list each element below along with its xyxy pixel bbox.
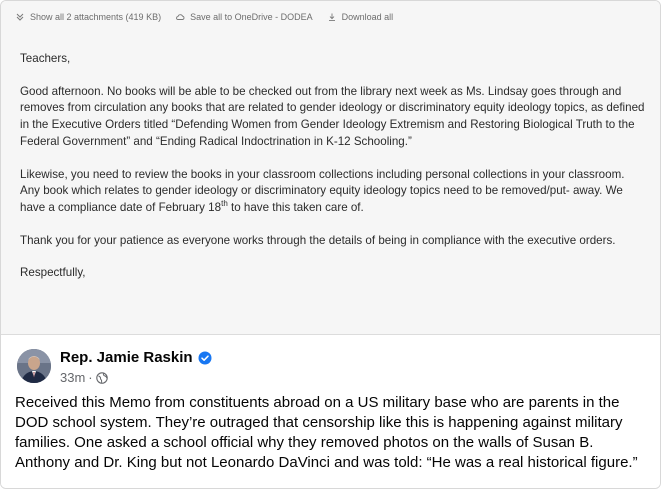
post-meta [60, 370, 108, 385]
email-paragraph-1: Good afternoon. No books will be able to be checked out from the library next week as Ms. Lindsay goes through and removes from circulation any books that are related to gender ideology or discriminatory equity ideology topics, as defined in the Executive Orders titled “Defending Women from Gender Ideology Extremism and Restoring Biological Truth to the Federal Government” and “Ending Radical Indoctrination in K-12 Schooling.” [20, 84, 645, 148]
show-all-attachments-link[interactable] [15, 12, 161, 22]
download-icon [327, 12, 337, 22]
avatar[interactable] [17, 349, 51, 383]
email-paragraph-2-part-1: Likewise, you need to review the books in your classroom collections including personal collections in your classroom. Any book which relates to gender ideology or discriminatory equity ideology topics need to be removed/put- away. We have a compliance date of February 18 [20, 167, 625, 214]
save-to-onedrive-label: Save all to OneDrive - DODEA [190, 12, 313, 22]
email-body [20, 51, 645, 282]
show-all-attachments-label: Show all 2 attachments (419 KB) [30, 12, 162, 22]
download-all-label: Download all [341, 12, 394, 22]
download-all-link[interactable] [327, 12, 394, 22]
email-greeting: Teachers, [20, 52, 71, 65]
author-name[interactable]: Rep. Jamie Raskin [60, 349, 193, 366]
email-paragraph-2-part-2: to have this taken care of. [227, 200, 364, 214]
profile-photo-icon [17, 349, 51, 383]
ordinal-suffix: th [221, 198, 228, 208]
meta-separator: · [88, 370, 93, 385]
cloud-icon [175, 12, 185, 22]
email-paragraph-3: Thank you for your patience as everyone works through the details of being in compliance with the executive orders. [20, 233, 616, 247]
attachments-bar [15, 8, 393, 26]
save-to-onedrive-link[interactable] [175, 12, 313, 22]
email-paragraph-2 [20, 167, 645, 217]
email-memo-image [1, 1, 660, 334]
chevron-double-down-icon [15, 12, 25, 22]
post-timestamp[interactable]: 33m [60, 370, 86, 385]
author-row [60, 349, 212, 366]
globe-icon [96, 372, 108, 384]
verified-badge-icon [198, 351, 212, 365]
facebook-post [1, 335, 660, 488]
post-text: Received this Memo from constituents abroad on a US military base who are parents in the DOD school system. They’re outraged that censorship like this is happening against military families. One asked a school official why they removed photos on the walls of Susan B. Anthony and Dr. King but not Leonardo DaVinci and was told: “He was a real historical figure.” [15, 394, 638, 471]
email-closing: Respectfully, [20, 266, 86, 280]
